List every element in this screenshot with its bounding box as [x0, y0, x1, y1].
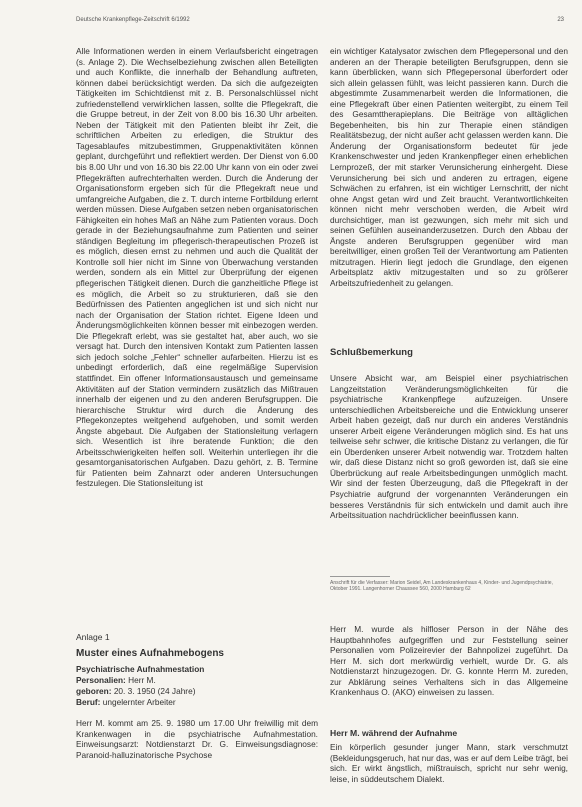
article-column-left-top [76, 46, 318, 489]
page-number: 23 [557, 17, 564, 23]
form-line-value: ungelernter Arbeiter [102, 697, 176, 707]
body-text: Herr M. kommt am 25. 9. 1980 um 17.00 Uhr freiwillig mit dem Krankenwagen in die psychiatrische Aufnahmestation. Einweisungsarzt: Notdienstarzt Dr. G. Einweisungsdiagnose: Paranoid-halluzinatorische Psychose [76, 718, 318, 760]
article-column-right-top [330, 46, 568, 289]
body-text: Herr M. wurde als hilfloser Person in der Nähe des Hauptbahnhofes aufgegriffen und zur Feststellung seiner Personalien vom Polizeirevier der Bahnpolizei zugeführt. Da Herr M. sich dort merkwürdig verhielt, wurde Dr. G. als Notdienstarzt hinzugezogen. Dr. G. konnte Herrn M. zureden, zur Abklärung seines Verhaltens sich in das Allgemeine Krankenhaus O. (AKO) einweisen zu lassen. [330, 624, 568, 698]
body-text: Unsere Absicht war, am Beispiel einer psychiatrischen Langzeitstation Veränderungsmöglichkeiten für die psychiatrische Krankenpflege aufzuzeigen. Unsere unterschiedlichen Arbeitsbereiche und die Entwicklung unserer Arbeit haben gezeigt, daß nur durch ein anderes Verständnis unserer Arbeit eigene Veränderungen möglich sind. Es hat uns teilweise sehr schwer, die kritische Distanz zu verlangen, die für ein Überdenken unserer Arbeit notwendig war. Trotzdem halten wir, daß diese Distanz nicht so groß geworden ist, daß sie eine Überbrückung auf reale Arbeitsbedingungen unmöglich macht. Wir sind der festen Überzeugung, daß die Pflegekraft in der Psychiatrie aufgrund der vorgenannten Veränderungen ein besseres Verständnis für sich entwickeln und damit auch ihre Arbeitssituation nachdrücklicher beeinflussen kann. [330, 373, 568, 521]
form-line [76, 686, 318, 697]
footnote-divider [330, 576, 390, 577]
body-text: ein wichtiger Katalysator zwischen dem Pflegepersonal und den anderen an der Therapie beteiligten Berufsgruppen, denn sie kann überblicken, wann sich Pflegepersonal überfordert oder sich allein gelassen fühlt, was leicht passieren kann. Durch die abgestimmte Zusammenarbeit werden die Informationen, die eine Pflegekraft über einen Patienten weitergibt, zu einem Teil des Gesamttherapieplans. Die Beiträge von alltäglichen Begebenheiten, bis hin zur Therapie einen ständigen Realitätsbezug, der nicht außer acht gelassen werden kann. Die Änderung der Organisationsform bedeutet für jede Krankenschwester und jeden Krankenpfleger einen erheblichen Lernprozeß, der mit starker Verunsicherung einhergeht. Diese Verunsicherung bei sich und anderen zu ertragen, eigene Schwächen zu erfahren, ist ein wichtiger Lernschritt, der nicht ohne Angst getan wird und Zeit braucht. Verantwortlichkeiten können nicht mehr verschoben werden, die Arbeit wird durchsichtiger, man ist gezwungen, sich mehr mit sich und seinen Gefühlen auseinanderzusetzen. Durch den Abbau der Ängste anderen Berufsgruppen gegenüber wird man bereitwilliger, einen großen Teil der Verantwortung am Patienten mitzutragen. Hierin liegt jedoch die Grundlage, den eigenen Arbeitsplatz aktiv mitzugestalten und so zu größerer Arbeitszufriedenheit zu gelangen. [330, 46, 568, 289]
form-line-label: Beruf: [76, 697, 101, 707]
form-line [76, 664, 318, 675]
conclusion-text [330, 373, 568, 521]
appendix-label: Anlage 1 [76, 632, 110, 642]
subsection-heading: Herr M. während der Aufnahme [330, 728, 458, 738]
admission-text [330, 742, 568, 784]
page-header [76, 17, 564, 23]
form-line-label: Personalien: [76, 675, 126, 685]
form-line [76, 675, 318, 686]
article-column-right-bottom [330, 624, 568, 698]
form-line-label: Psychiatrische Aufnahmestation [76, 664, 205, 674]
form-line-value: 20. 3. 1950 (24 Jahre) [113, 686, 196, 696]
body-text: Alle Informationen werden in einem Verlaufsbericht eingetragen (s. Anlage 2). Die Wechselbeziehung zwischen allen Beteiligten und auch Konflikte, die innerhalb der Behandlung auftreten, können dabei berücksichtigt werden. Da sich die aufgezeigten Tätigkeiten im Schichtdienst mit z. B. Personalschlüssel nicht zufriedenstellend verwirklichen lassen, sollte die Pflegekraft, die die Gruppe betreut, in der Zeit von 8.00 bis 16.30 Uhr arbeiten. Neben der Tätigkeit mit den Patienten bleibt ihr Zeit, die schriftlichen Arbeiten zu erledigen, die Struktur des Tagesablaufes mitzubestimmen, Gruppenaktivitäten können geplant, durchgeführt und reflektiert werden. Der Dienst von 6.00 bis 8.00 Uhr und von 16.30 bis 22.00 Uhr kann von ein oder zwei Pflegekräften aufrechterhalten werden. Durch die Änderung der Organisationsform ergeben sich für die Pflegekraft neue und umfangreiche Aufgaben, die z. T. durch interne Fortbildung erlernt werden müssen. Diese Aufgaben setzen neben organisatorischen Fähigkeiten ein hohes Maß an Nähe zum Patienten voraus. Doch gerade in der Beziehungsaufnahme zum Patienten und seiner ständigen Begleitung im pflegerisch-therapeutischen Prozeß ist es möglich, diesen ernst zu nehmen und auch die Qualität der Kontrolle soll hier nicht im Sinne von Überwachung verstanden werden, sondern als ein Mittel zur Überprüfung der eigenen pflegerischen Tätigkeit dienen. Durch die ganzheitliche Pflege ist es möglich, die Arbeit so zu strukturieren, daß sie den Bedürfnissen des Patienten angeglichen ist und sich nicht nur nach der Organisation der Station richtet. Eigene Ideen und Änderungsmöglichkeiten können besser mit einbezogen werden. Die Pflegekraft erlebt, was sie gestaltet hat, aber auch, wo sie versagt hat. Durch den intensiven Kontakt zum Patienten lassen sich jedoch solche „Fehler“ schneller aufarbeiten. Hierzu ist es unbedingt erforderlich, daß eine regelmäßige Supervision stattfindet. Ein offener Informationsaustausch und gemeinsame Aktivitäten auf der Station vermindern zusätzlich das Mißtrauen innerhalb der eigenen und zu den anderen Berufsgruppen. Die hierarchische Struktur wird durch die Änderung des Pflegekonzeptes weitgehend aufgehoben, und somit werden Ängste abgebaut. Die Aufgaben der Stationsleitung verlagern sich. Wesentlich ist ihre beratende Funktion; die den Arbeitsschwierigkeiten helfen soll. Weiterhin unterliegen ihr die gesamtorganisatorischen Aufgaben. Dazu gehört, z. B. Termine für Patienten beim Zahnarzt oder anderen Untersuchungen festzulegen. Die Stationsleitung ist [76, 46, 318, 489]
footnote: Anschrift für die Verfasser: Marion Seidel, Am Landeskrankenhaus 4, Kinder- und Jugendpsychiatrie, Oktober 1991. Langenhorner Chaussee 560, 2000 Hamburg 62 [330, 580, 553, 592]
appendix-body [76, 718, 318, 760]
body-text: Ein körperlich gesunder junger Mann, stark verschmutzt (Bekleidungsgeruch, hat nur das, was er auf dem Leibe trägt, bei sich. Er wirkt ängstlich, mißtrauisch, spricht nur sehr wenig, leise, in süddeutschem Dialekt. [330, 742, 568, 784]
section-heading: Schlußbemerkung [330, 347, 413, 358]
form-line-value: Herr M. [128, 675, 156, 685]
form-line [76, 697, 318, 708]
appendix-title: Muster eines Aufnahmebogens [76, 648, 224, 659]
form-line-label: geboren: [76, 686, 112, 696]
journal-title: Deutsche Krankenpflege-Zeitschrift 6/1992 [76, 17, 190, 23]
